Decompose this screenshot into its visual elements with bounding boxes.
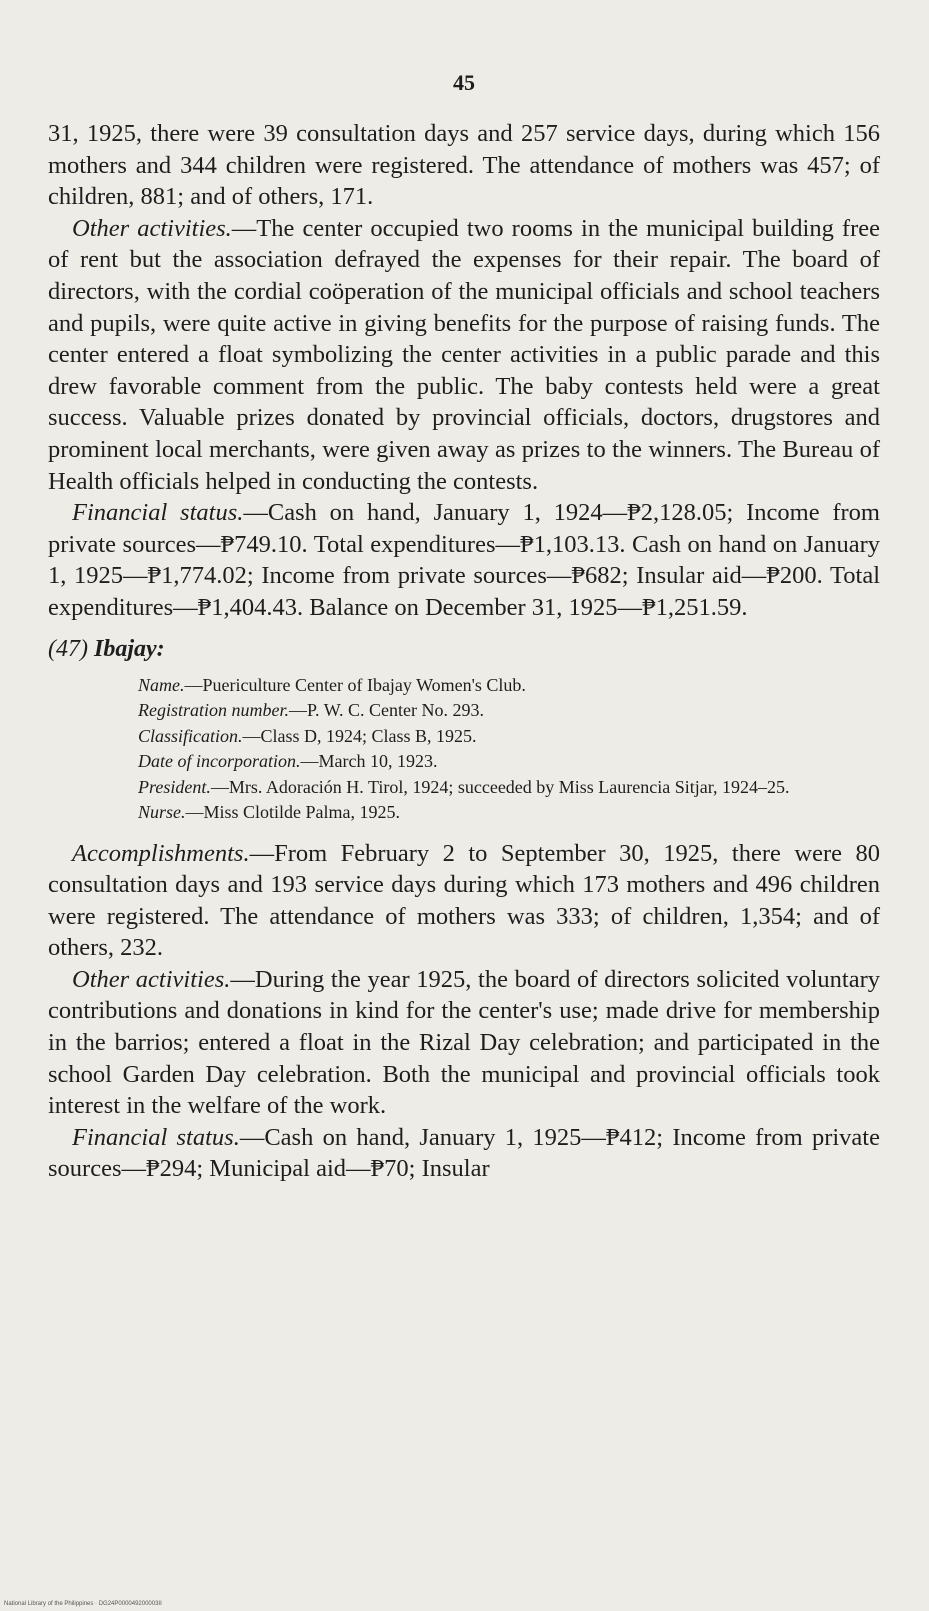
- detail-label: Classification.: [138, 725, 243, 746]
- detail-value: —P. W. C. Center No. 293.: [289, 700, 485, 720]
- paragraph-financial-status: [48, 1122, 880, 1185]
- detail-label: Name.: [138, 674, 185, 695]
- section-title: Ibajay:: [93, 635, 165, 662]
- paragraph-lead: Other activities.: [72, 214, 232, 242]
- detail-row: [138, 673, 880, 699]
- section-heading: [48, 636, 880, 663]
- footer-credit: National Library of the Philippines · DG24P000049200003II: [4, 1601, 162, 1607]
- paragraph-text: —Cash on hand, January 1, 1924—₱2,128.05; Income from private sources—₱749.10. Total expenditures—₱1,103.13. Cash on hand on January 1, 1925—₱1,774.02; Income from private sources—₱682; Insular aid—₱200. Total expenditures—₱1,404.43. Balance on December 31, 1925—₱1,251.59.: [48, 499, 880, 621]
- paragraph-other-activities: [48, 964, 880, 1122]
- paragraph-accomplishments: [48, 838, 880, 964]
- paragraph-text: —From February 2 to September 30, 1925, there were 80 consultation days and 193 service days during which 173 mothers and 496 children were registered. The attendance of mothers was 333; of children, 1,354; and of others, 232.: [48, 839, 880, 962]
- paragraph-lead: Accomplishments.: [72, 839, 250, 867]
- detail-row: [138, 775, 880, 801]
- paragraph-text: —The center occupied two rooms in the municipal building free of rent but the association defrayed the expenses for their repair. The board of directors, with the cordial coöperation of the municipal officials and school teachers and pupils, were quite active in giving benefits for the purpose of raising funds. The center entered a float symbolizing the center activities in a public parade and this drew favorable comment from the public. The baby contests held were a great success. Valuable prizes donated by provincial officials, doctors, drugstores and prominent local merchants, were given away as prizes to the winners. The Bureau of Health officials helped in conducting the contests.: [48, 214, 880, 495]
- detail-row: [138, 800, 880, 826]
- page-number: 45: [453, 70, 475, 95]
- section-number: (47): [48, 635, 88, 662]
- detail-value: —March 10, 1923.: [300, 751, 438, 771]
- paragraph-text: —Cash on hand, January 1, 1925—₱412; Income from private sources—₱294; Municipal aid—₱70; Insular: [48, 1123, 880, 1183]
- detail-label: Date of incorporation.: [138, 751, 301, 771]
- detail-label: President.: [138, 776, 211, 797]
- paragraph-lead: Financial status.: [72, 499, 244, 527]
- document-page: [48, 70, 880, 1185]
- center-details: [138, 673, 880, 826]
- paragraph-continuation: [48, 118, 880, 213]
- detail-row: [138, 724, 880, 750]
- paragraph-financial-status: [48, 497, 880, 623]
- paragraph-lead: Other activities.: [72, 965, 231, 993]
- detail-label: Registration number.: [138, 700, 289, 720]
- detail-value: —Class D, 1924; Class B, 1925.: [242, 725, 477, 746]
- detail-row: [138, 698, 880, 724]
- paragraph-lead: Financial status.: [72, 1123, 240, 1151]
- paragraph-text: 31, 1925, there were 39 consultation days and 257 service days, during which 156 mothers and 344 children were registered. The attendance of mothers was 457; of children, 881; and of others, 171.: [48, 120, 880, 211]
- detail-value: —Puericulture Center of Ibajay Women's Club.: [184, 674, 526, 695]
- detail-label: Nurse.: [138, 802, 186, 822]
- detail-value: —Miss Clotilde Palma, 1925.: [185, 802, 401, 822]
- paragraph-other-activities: [48, 213, 880, 497]
- detail-value: —Mrs. Adoración H. Tirol, 1924; succeeded by Miss Laurencia Sitjar, 1924–25.: [210, 776, 790, 797]
- paragraph-text: —During the year 1925, the board of directors solicited voluntary contributions and donations in kind for the center's use; made drive for membership in the barrios; entered a float in the Rizal Day celebration; and participated in the school Garden Day celebration. Both the municipal and provincial officials took interest in the welfare of the work.: [48, 965, 880, 1120]
- detail-row: [138, 749, 880, 775]
